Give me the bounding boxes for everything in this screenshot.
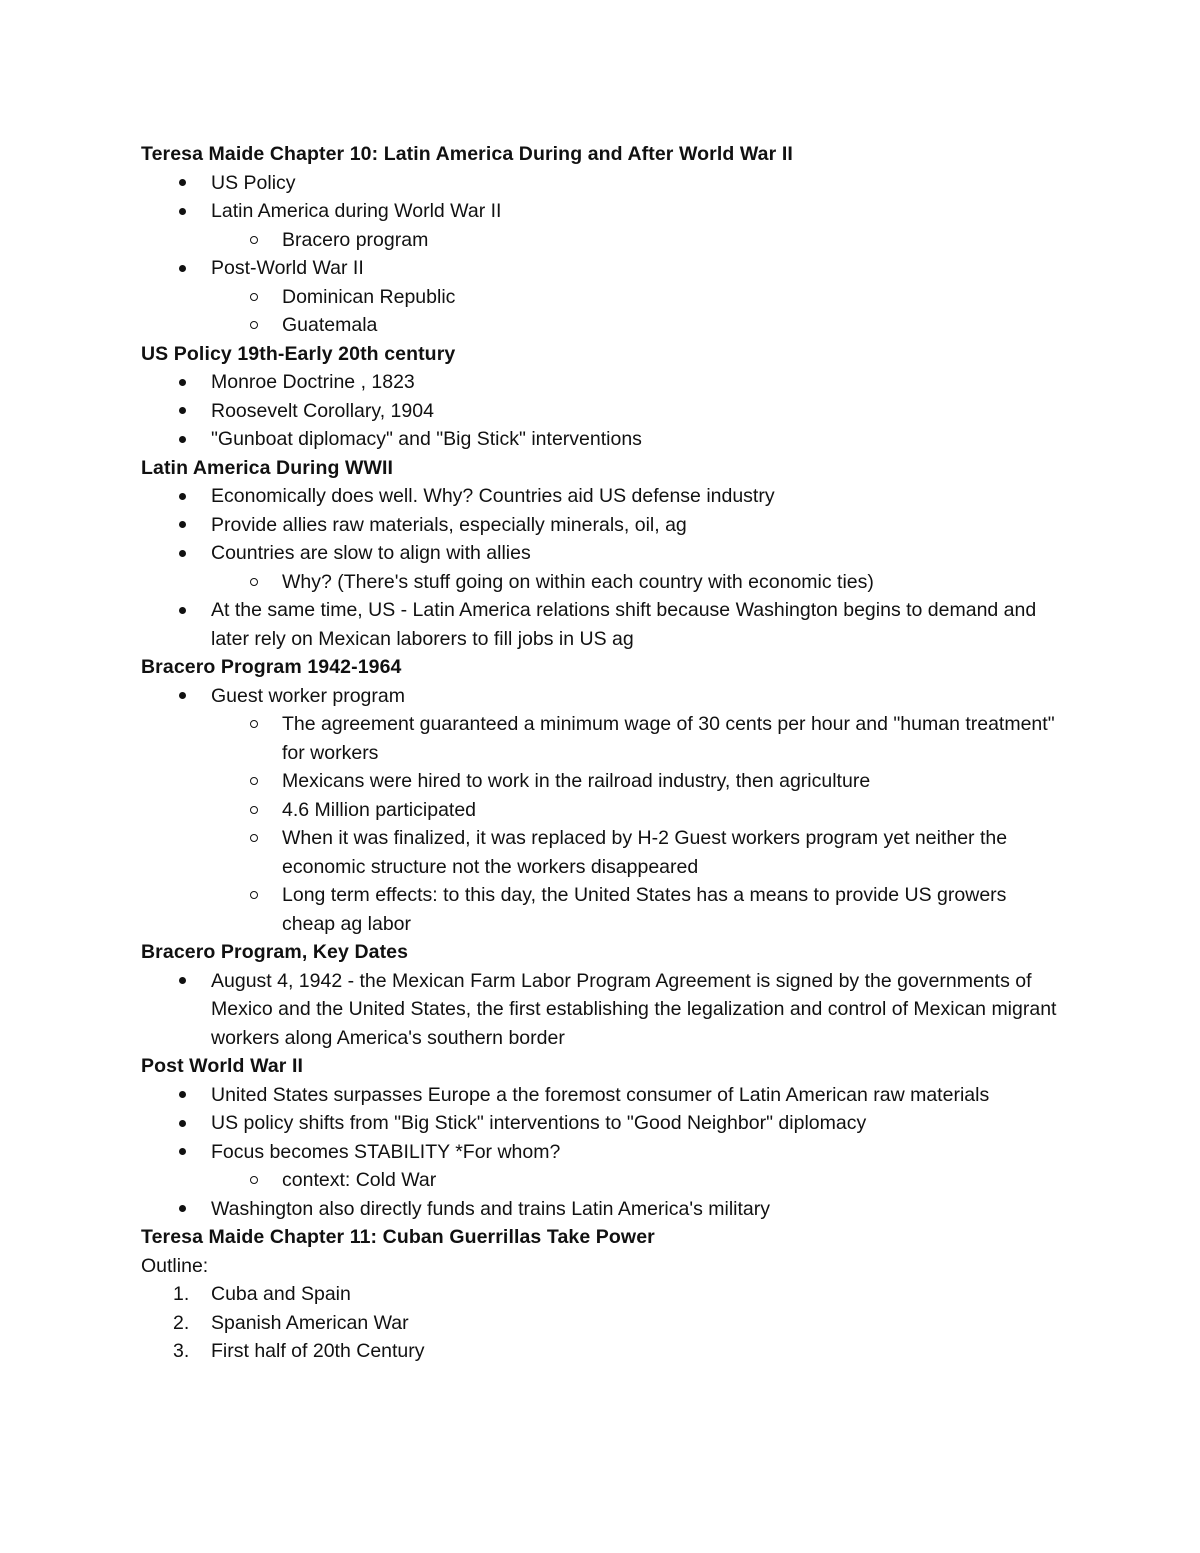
- bullet-item: [141, 682, 1061, 711]
- bullet-text: Washington also directly funds and trains Latin America's military: [211, 1197, 770, 1220]
- section-heading: Bracero Program 1942-1964: [141, 656, 402, 678]
- bullet-item: [141, 596, 1061, 653]
- bullet-item: [141, 397, 1061, 426]
- sub-bullet-item: [141, 824, 1061, 881]
- sub-bullet-item: [141, 767, 1061, 796]
- section-heading: Latin America During WWII: [141, 456, 394, 479]
- section-heading: Teresa Maide Chapter 10: Latin America During and After World War II: [141, 143, 793, 165]
- bullet-item: [141, 511, 1061, 540]
- numbered-item: [141, 1337, 1061, 1366]
- disc-bullet-icon: [179, 1195, 186, 1224]
- bullet-text: context: Cold War: [282, 1169, 437, 1191]
- disc-bullet-icon: [179, 682, 186, 711]
- disc-bullet-icon: [179, 539, 186, 568]
- numbered-item-text: Spanish American War: [211, 1311, 409, 1334]
- disc-bullet-icon: [179, 169, 186, 198]
- section-heading: US Policy 19th-Early 20th century: [141, 342, 456, 365]
- item-number: 2.: [173, 1311, 190, 1334]
- disc-bullet-icon: [179, 1138, 186, 1167]
- sub-bullet-item: [141, 226, 1061, 255]
- bullet-text: Economically does well. Why? Countries aid US defense industry: [211, 485, 775, 507]
- bullet-text: Why? (There's stuff going on within each country with economic ties): [282, 570, 874, 593]
- circle-bullet-icon: [250, 881, 258, 910]
- bullet-text: Countries are slow to align with allies: [211, 542, 531, 564]
- bullet-text: Long term effects: to this day, the United States has a means to provide US growers cheap ag labor: [282, 884, 1007, 935]
- numbered-item-text: First half of 20th Century: [211, 1340, 425, 1362]
- circle-bullet-icon: [250, 226, 258, 255]
- bullet-text: United States surpasses Europe a the foremost consumer of Latin American raw materials: [211, 1083, 990, 1106]
- section-heading: Post World War II: [141, 1055, 304, 1077]
- sub-bullet-item: [141, 881, 1061, 938]
- circle-bullet-icon: [250, 710, 258, 739]
- circle-bullet-icon: [250, 568, 258, 597]
- bullet-text: US Policy: [211, 171, 296, 194]
- circle-bullet-icon: [250, 283, 258, 312]
- sub-bullet-item: [141, 568, 1061, 597]
- bullet-text: Guatemala: [282, 314, 378, 336]
- disc-bullet-icon: [179, 197, 186, 226]
- sub-bullet-item: [141, 1166, 1061, 1195]
- bullet-text: When it was finalized, it was replaced by H-2 Guest workers program yet neither the economic structure not the workers disappeared: [282, 827, 1008, 878]
- bullet-text: US policy shifts from "Big Stick" interventions to "Good Neighbor" diplomacy: [211, 1112, 867, 1134]
- bullet-text: Dominican Republic: [282, 285, 456, 308]
- numbered-item: [141, 1309, 1061, 1338]
- bullet-item: [141, 1195, 1061, 1224]
- bullet-item: [141, 254, 1061, 283]
- bullet-item: [141, 425, 1061, 454]
- bullet-item: [141, 1138, 1061, 1167]
- bullet-text: "Gunboat diplomacy" and "Big Stick" interventions: [211, 428, 642, 450]
- disc-bullet-icon: [179, 482, 186, 511]
- item-number: 1.: [173, 1283, 190, 1305]
- circle-bullet-icon: [250, 767, 258, 796]
- circle-bullet-icon: [250, 796, 258, 825]
- bullet-text: Post-World War II: [211, 257, 364, 279]
- circle-bullet-icon: [250, 824, 258, 853]
- document-body: [141, 140, 1061, 1366]
- bullet-item: [141, 482, 1061, 511]
- bullet-text: 4.6 Million participated: [282, 798, 477, 821]
- sub-bullet-item: [141, 796, 1061, 825]
- bullet-text: August 4, 1942 - the Mexican Farm Labor Program Agreement is signed by the governments of Mexico and the United States, the first establishing the legalization and control of Mexican migrant workers along America's southern border: [211, 969, 1057, 1049]
- section-heading: Bracero Program, Key Dates: [141, 941, 409, 963]
- disc-bullet-icon: [179, 425, 186, 454]
- bullet-text: The agreement guaranteed a minimum wage of 30 cents per hour and "human treatment" for workers: [282, 713, 1055, 764]
- disc-bullet-icon: [179, 397, 186, 426]
- bullet-item: [141, 169, 1061, 198]
- circle-bullet-icon: [250, 311, 258, 340]
- numbered-item-text: Cuba and Spain: [211, 1283, 351, 1305]
- disc-bullet-icon: [179, 967, 186, 996]
- bullet-text: Bracero program: [282, 228, 429, 251]
- sub-bullet-item: [141, 283, 1061, 312]
- bullet-text: Focus becomes STABILITY *For whom?: [211, 1140, 561, 1163]
- circle-bullet-icon: [250, 1166, 258, 1195]
- bullet-text: Latin America during World War II: [211, 200, 502, 222]
- numbered-item: [141, 1280, 1061, 1309]
- bullet-item: [141, 1109, 1061, 1138]
- disc-bullet-icon: [179, 1109, 186, 1138]
- bullet-item: [141, 1081, 1061, 1110]
- bullet-item: [141, 539, 1061, 568]
- section-heading: Teresa Maide Chapter 11: Cuban Guerrillas Take Power: [141, 1226, 655, 1248]
- disc-bullet-icon: [179, 1081, 186, 1110]
- bullet-text: Guest worker program: [211, 684, 405, 707]
- bullet-item: [141, 197, 1061, 226]
- bullet-text: Mexicans were hired to work in the railroad industry, then agriculture: [282, 770, 871, 792]
- bullet-item: [141, 368, 1061, 397]
- bullet-text: Roosevelt Corollary, 1904: [211, 399, 434, 422]
- bullet-text: At the same time, US - Latin America relations shift because Washington begins to demand and later rely on Mexican laborers to fill jobs in US ag: [211, 599, 1037, 650]
- item-number: 3.: [173, 1340, 190, 1362]
- disc-bullet-icon: [179, 368, 186, 397]
- outline-label: Outline:: [141, 1254, 209, 1277]
- bullet-item: [141, 967, 1061, 1053]
- disc-bullet-icon: [179, 596, 186, 625]
- sub-bullet-item: [141, 311, 1061, 340]
- disc-bullet-icon: [179, 511, 186, 540]
- bullet-text: Provide allies raw materials, especially minerals, oil, ag: [211, 513, 687, 536]
- disc-bullet-icon: [179, 254, 186, 283]
- bullet-text: Monroe Doctrine , 1823: [211, 371, 415, 393]
- sub-bullet-item: [141, 710, 1061, 767]
